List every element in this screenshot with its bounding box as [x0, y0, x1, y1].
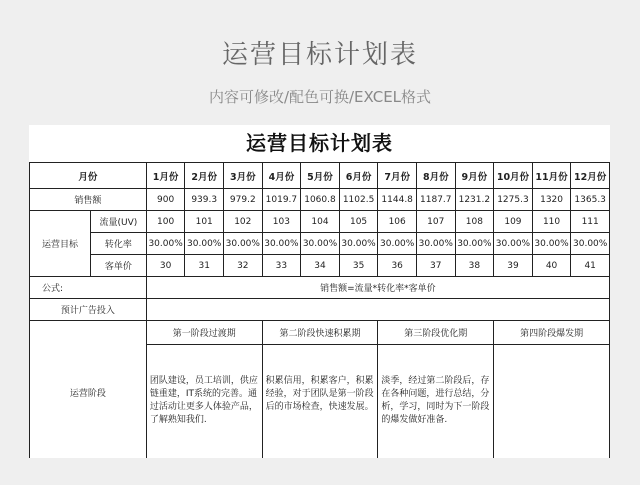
plan-table: [29, 162, 610, 458]
unit-price-cell[interactable]: 31: [185, 255, 224, 277]
month-header: 月份: [30, 163, 147, 189]
traffic-cell[interactable]: 103: [262, 211, 301, 233]
unit-price-cell[interactable]: 36: [378, 255, 417, 277]
target-label: 运营目标: [30, 211, 91, 277]
sales-cell[interactable]: 1231.2: [455, 189, 494, 211]
table-row: [30, 163, 610, 189]
traffic-cell[interactable]: 104: [301, 211, 340, 233]
month-cell[interactable]: 5月份: [301, 163, 340, 189]
traffic-cell[interactable]: 110: [532, 211, 571, 233]
conversion-cell[interactable]: 30.00%: [262, 233, 301, 255]
unit-price-cell[interactable]: 35: [339, 255, 378, 277]
conversion-cell[interactable]: 30.00%: [455, 233, 494, 255]
unit-price-cell[interactable]: 33: [262, 255, 301, 277]
sales-cell[interactable]: 1060.8: [301, 189, 340, 211]
stage-label: 运营阶段: [30, 321, 147, 459]
sales-label: 销售额: [30, 189, 147, 211]
month-cell[interactable]: 6月份: [339, 163, 378, 189]
unit-price-cell[interactable]: 39: [494, 255, 533, 277]
table-row: [30, 299, 610, 321]
sales-cell[interactable]: 1320: [532, 189, 571, 211]
traffic-cell[interactable]: 107: [416, 211, 455, 233]
conversion-cell[interactable]: 30.00%: [224, 233, 263, 255]
table-row: [30, 255, 610, 277]
stage-desc[interactable]: 淡季，经过第二阶段后，存在各种问题，进行总结，分析，学习，同时为下一阶段的爆发做好准备.: [378, 345, 494, 459]
sales-cell[interactable]: 1187.7: [416, 189, 455, 211]
table-row: [30, 189, 610, 211]
formula-label: 公式:: [30, 277, 147, 299]
sales-cell[interactable]: 900: [146, 189, 185, 211]
conversion-cell[interactable]: 30.00%: [339, 233, 378, 255]
conversion-cell[interactable]: 30.00%: [146, 233, 185, 255]
unit-price-cell[interactable]: 41: [571, 255, 610, 277]
sheet-title: 运营目标计划表: [246, 131, 393, 155]
unit-price-cell[interactable]: 37: [416, 255, 455, 277]
traffic-cell[interactable]: 100: [146, 211, 185, 233]
ad-cell[interactable]: [146, 299, 609, 321]
month-cell[interactable]: 4月份: [262, 163, 301, 189]
stage-name[interactable]: 第二阶段快速积累期: [262, 321, 378, 345]
page-subtitle: 内容可修改/配色可换/EXCEL格式: [208, 88, 432, 106]
unit-price-cell[interactable]: 32: [224, 255, 263, 277]
traffic-cell[interactable]: 109: [494, 211, 533, 233]
conversion-label: 转化率: [90, 233, 146, 255]
sales-cell[interactable]: 1102.5: [339, 189, 378, 211]
conversion-cell[interactable]: 30.00%: [571, 233, 610, 255]
stage-desc[interactable]: 积累信用，积累客户，积累经验，对于团队是第一阶段后的市场检查，快速发展。: [262, 345, 378, 459]
spreadsheet: [29, 125, 610, 458]
month-cell[interactable]: 2月份: [185, 163, 224, 189]
month-cell[interactable]: 7月份: [378, 163, 417, 189]
unit-price-cell[interactable]: 40: [532, 255, 571, 277]
month-cell[interactable]: 10月份: [494, 163, 533, 189]
sales-cell[interactable]: 979.2: [224, 189, 263, 211]
table-row: [30, 321, 610, 345]
traffic-cell[interactable]: 102: [224, 211, 263, 233]
month-cell[interactable]: 11月份: [532, 163, 571, 189]
month-cell[interactable]: 1月份: [146, 163, 185, 189]
stage-name[interactable]: 第一阶段过渡期: [146, 321, 262, 345]
sales-cell[interactable]: 1019.7: [262, 189, 301, 211]
traffic-cell[interactable]: 105: [339, 211, 378, 233]
month-cell[interactable]: 8月份: [416, 163, 455, 189]
stage-desc[interactable]: 团队建设，员工培训，供应链重建，IT系统的完善。通过活动让更多人体验产品，了解熟知我们.: [146, 345, 262, 459]
traffic-cell[interactable]: 111: [571, 211, 610, 233]
conversion-cell[interactable]: 30.00%: [378, 233, 417, 255]
sales-cell[interactable]: 1365.3: [571, 189, 610, 211]
stage-name[interactable]: 第四阶段爆发期: [494, 321, 610, 345]
conversion-cell[interactable]: 30.00%: [301, 233, 340, 255]
table-row: [30, 233, 610, 255]
traffic-cell[interactable]: 101: [185, 211, 224, 233]
conversion-cell[interactable]: 30.00%: [185, 233, 224, 255]
month-cell[interactable]: 12月份: [571, 163, 610, 189]
ad-label: 预计广告投入: [30, 299, 147, 321]
stage-name[interactable]: 第三阶段优化期: [378, 321, 494, 345]
unit-price-cell[interactable]: 34: [301, 255, 340, 277]
formula-cell[interactable]: 销售额=流量*转化率*客单价: [146, 277, 609, 299]
month-cell[interactable]: 9月份: [455, 163, 494, 189]
sales-cell[interactable]: 1144.8: [378, 189, 417, 211]
unit-price-cell[interactable]: 38: [455, 255, 494, 277]
unit-price-label: 客单价: [90, 255, 146, 277]
traffic-cell[interactable]: 106: [378, 211, 417, 233]
stage-desc[interactable]: [494, 345, 610, 459]
traffic-cell[interactable]: 108: [455, 211, 494, 233]
page-title: 运营目标计划表: [221, 40, 418, 70]
traffic-label: 流量(UV): [90, 211, 146, 233]
table-row: [30, 277, 610, 299]
sales-cell[interactable]: 1275.3: [494, 189, 533, 211]
unit-price-cell[interactable]: 30: [146, 255, 185, 277]
conversion-cell[interactable]: 30.00%: [494, 233, 533, 255]
sales-cell[interactable]: 939.3: [185, 189, 224, 211]
month-cell[interactable]: 3月份: [224, 163, 263, 189]
conversion-cell[interactable]: 30.00%: [532, 233, 571, 255]
table-row: [30, 211, 610, 233]
conversion-cell[interactable]: 30.00%: [416, 233, 455, 255]
